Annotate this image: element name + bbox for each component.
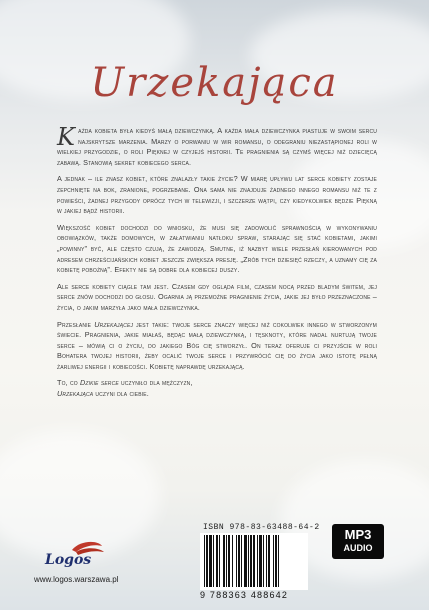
barcode-bar — [206, 535, 208, 587]
barcode-bar — [238, 535, 240, 587]
drop-cap: K — [57, 123, 76, 151]
audio-label: AUDIO — [343, 543, 373, 553]
paragraph-4: Ale serce kobiety ciągle tam jest. Czasem gdy ogląda film, czasem nocą przed bladym świtem, jej serce znów dochodzi do głosu. Ogarnia ją przemożne pragnienie życia, jakie jej było przeznaczone – życia, o jakim marzyła jako mała dziewczynka. — [57, 281, 377, 312]
book-title: Urzekająca — [90, 60, 339, 106]
paragraph-5-start: Przesłanie — [57, 319, 95, 329]
barcode-bar — [213, 535, 214, 587]
paragraph-6 — [57, 378, 377, 399]
barcode-bar — [278, 535, 279, 587]
barcode-bar — [253, 535, 255, 587]
barcode-bar — [268, 535, 270, 587]
barcode-bars — [200, 533, 308, 590]
barcode-bar — [204, 535, 205, 587]
publisher-name: Logos — [45, 552, 92, 568]
p6-line1-rest: uczyniło dla mężczyzn, — [118, 378, 193, 388]
mp3-label: MP3 — [344, 527, 372, 542]
barcode-bar — [223, 535, 225, 587]
barcode-number: 9 788363 488642 — [200, 590, 289, 600]
barcode-bar — [250, 535, 252, 587]
paragraph-2: A jednak – ile znasz kobiet, które znalazły takie życie? W miarę upływu lat serce kobiety zostaje zepchnięte na bok, zranione, pogrzebane. Ona sama nie znajduje żadnego innego romansu niż te z powieści, żadnej przygody oprócz tych w telewizji, i szczerze wątpi, czy kiedykolwiek będzie Piękną w jakiej bądź historii. — [57, 174, 377, 216]
p6-line2-rest: uczyni dla ciebie. — [93, 389, 149, 399]
barcode-bar — [241, 535, 242, 587]
blurb-text — [57, 123, 377, 406]
barcode-bar — [273, 535, 274, 587]
barcode-bar — [259, 535, 262, 587]
barcode-image — [200, 533, 308, 590]
paragraph-1 — [57, 123, 377, 168]
barcode-bar — [228, 535, 230, 587]
paragraph-5-rest: jest takie: twoje serce znaczy więcej niż cokolwiek innego w stworzonym świecie. Pragnienia, jakie miałaś, będąc małą dziewczynką, i tęsknoty, które nadal nurtują twoje serce – mówią ci o życiu, do jakiego Bóg cię stworzył. On teraz oferuje ci przyjście w roli Bohatera twojej historii, żeby ocalić twoje serce i przywrócić cię do życia jako istotę pełną żarliwej energii i kobiecości. Kobietę naprawdę urzekającą. — [57, 319, 377, 371]
mp3-audio-badge — [332, 524, 384, 559]
p6-line1-italic: Dzikie serce — [79, 378, 119, 388]
barcode-bar — [244, 535, 247, 587]
paragraph-1-text: ażda kobieta była kiedyś małą dziewczynką. A każda mała dziewczynka piastuje w swoim sercu najskrytsze marzenia. Marzy o porwaniu w wir romansu, o odegraniu niezastąpionej roli w wielkiej przygodzie, o roli Pięknej w czyjejś historii. Te pragnienia są czymś więcej niż dziecięcą zabawą. Stanowią sekret kobiecego serca. — [57, 126, 377, 167]
barcode-bar — [236, 535, 237, 587]
paragraph-3: Większość kobiet dochodzi do wniosku, że musi się zadowolić sprawnością w wykonywaniu obowiązków, także domowych, w załatwianiu natłoku spraw, starając się stać kobietami, jakimi „powinny” być, ale często czują, że zawodzą. Smutne, iż nazbyt wiele przesłań kierowanych pod adresem chrześcijańskich kobiet jeszcze zwiększa presję. „Zrób tych dziesięć rzeczy, a uznamy cię za kobietę pobożną”. Efekty nie są dobre dla kobiecej duszy. — [57, 222, 377, 275]
paragraph-5-italic: Urzekającej — [94, 319, 134, 329]
isbn-label: ISBN 978-83-63488-64-2 — [203, 523, 320, 532]
p6-line1-start: To, co — [57, 378, 80, 388]
barcode-bar — [248, 535, 249, 587]
barcode-bar — [232, 535, 233, 587]
barcode-bar — [219, 535, 220, 587]
barcode-bar — [209, 535, 212, 587]
p6-line2-italic: Urzekająca — [57, 389, 94, 399]
barcode-bar — [216, 535, 218, 587]
barcode-bar — [275, 535, 277, 587]
barcode-bar — [257, 535, 258, 587]
paragraph-5 — [57, 320, 377, 373]
barcode-bar — [263, 535, 264, 587]
barcode-bar — [266, 535, 267, 587]
barcode-bar — [226, 535, 227, 587]
publisher-url: www.logos.warszawa.pl — [34, 575, 119, 584]
